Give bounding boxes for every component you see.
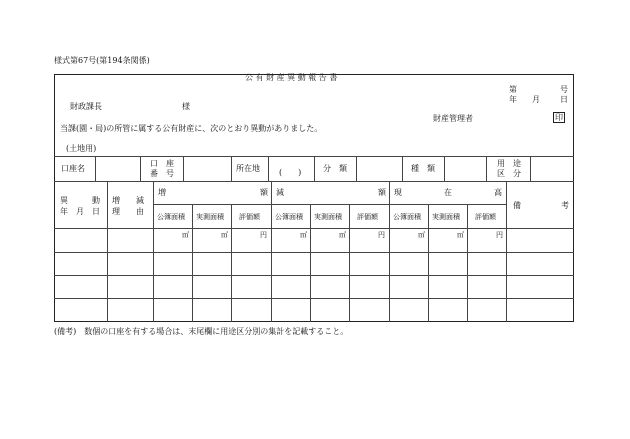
rule-v-info8	[402, 156, 403, 181]
recipient: 財政課長	[70, 102, 102, 111]
cur-survey-area-label: 実測面積	[432, 213, 460, 221]
manager-label: 財産管理者	[433, 114, 473, 123]
account-name-label: 口座名	[61, 164, 85, 173]
rule-h7	[54, 298, 574, 299]
account-number-label-1: 口 座	[150, 159, 174, 168]
rule-v4	[231, 204, 232, 322]
document-title: 公 有 財 産 異 動 報 告 書	[245, 73, 338, 82]
day-label: 日	[560, 95, 568, 104]
year-label: 年	[509, 95, 517, 104]
cur-book-area-label: 公簿面積	[393, 213, 421, 221]
usage-label-1: 用 途	[497, 159, 521, 168]
note: (備考) 数個の口座を有する場合は、末尾欄に用途区分別の集計を記載すること。	[54, 327, 349, 336]
rule-h2	[54, 181, 574, 182]
form-number: 様式第67号(第194条関係)	[54, 56, 150, 65]
current-end-label: 高	[494, 188, 502, 197]
rule-h6	[54, 275, 574, 276]
rule-v11	[506, 181, 507, 322]
rule-h4	[54, 228, 574, 229]
rule-v6	[310, 204, 311, 322]
unit-sqm: ㎡	[339, 231, 346, 239]
cur-valuation-label: 評価額	[475, 213, 496, 221]
increase-amount-label: 額	[260, 188, 268, 197]
reason-label-1: 増 減	[112, 196, 144, 205]
unit-sqm: ㎡	[182, 231, 189, 239]
location-paren: ( )	[279, 168, 302, 177]
rule-v-info5	[268, 156, 269, 181]
unit-sqm: ㎡	[300, 231, 307, 239]
rule-v3	[192, 204, 193, 322]
seal-icon: 印	[555, 113, 563, 122]
rule-v1	[107, 181, 108, 322]
rule-v-info7	[356, 156, 357, 181]
inc-valuation-label: 評価額	[239, 213, 260, 221]
rule-v7	[349, 204, 350, 322]
number-suffix: 号	[560, 85, 568, 94]
account-number-label-2: 番 号	[150, 169, 174, 178]
usage-label-2: 区 分	[497, 169, 521, 178]
unit-yen: 円	[496, 231, 503, 239]
classification-label: 分 類	[323, 164, 347, 173]
number-label: 第	[509, 85, 517, 94]
category-label: (土地用)	[66, 144, 97, 153]
change-date-label-2: 年 月 日	[60, 207, 100, 216]
recipient-honorific: 様	[182, 102, 190, 111]
unit-sqm: ㎡	[221, 231, 228, 239]
remarks-label: 備 考	[513, 201, 569, 210]
rule-v-info10	[486, 156, 487, 181]
rule-v-info4	[231, 156, 232, 181]
unit-sqm: ㎡	[457, 231, 464, 239]
inc-book-area-label: 公簿面積	[157, 213, 185, 221]
dec-book-area-label: 公簿面積	[275, 213, 303, 221]
rule-v-info1	[95, 156, 96, 181]
unit-yen: 円	[378, 231, 385, 239]
increase-label: 増	[158, 188, 166, 197]
rule-v-info9	[444, 156, 445, 181]
unit-sqm: ㎡	[418, 231, 425, 239]
rule-v-info3	[183, 156, 184, 181]
dec-survey-area-label: 実測面積	[314, 213, 342, 221]
rule-v9	[428, 204, 429, 322]
rule-v-info2	[140, 156, 141, 181]
current-label: 現	[394, 188, 402, 197]
change-date-label-1: 異 動	[60, 196, 100, 205]
rule-h3	[153, 204, 506, 205]
rule-v-info11	[530, 156, 531, 181]
rule-v8	[389, 181, 390, 322]
reason-label-2: 理 由	[112, 207, 144, 216]
rule-v-info6	[314, 156, 315, 181]
unit-yen: 円	[260, 231, 267, 239]
location-label: 所在地	[236, 164, 260, 173]
month-label: 月	[532, 95, 540, 104]
decrease-label: 減	[276, 188, 284, 197]
dec-valuation-label: 評価額	[357, 213, 378, 221]
rule-h5	[54, 252, 574, 253]
type-label: 種 類	[411, 164, 435, 173]
statement: 当課(園・局)の所管に属する公有財産に、次のとおり異動がありました。	[60, 124, 323, 133]
decrease-amount-label: 額	[378, 188, 386, 197]
rule-v2	[153, 181, 154, 322]
inc-survey-area-label: 実測面積	[196, 213, 224, 221]
current-mid-label: 在	[444, 188, 452, 197]
rule-v10	[467, 204, 468, 322]
rule-v5	[271, 181, 272, 322]
